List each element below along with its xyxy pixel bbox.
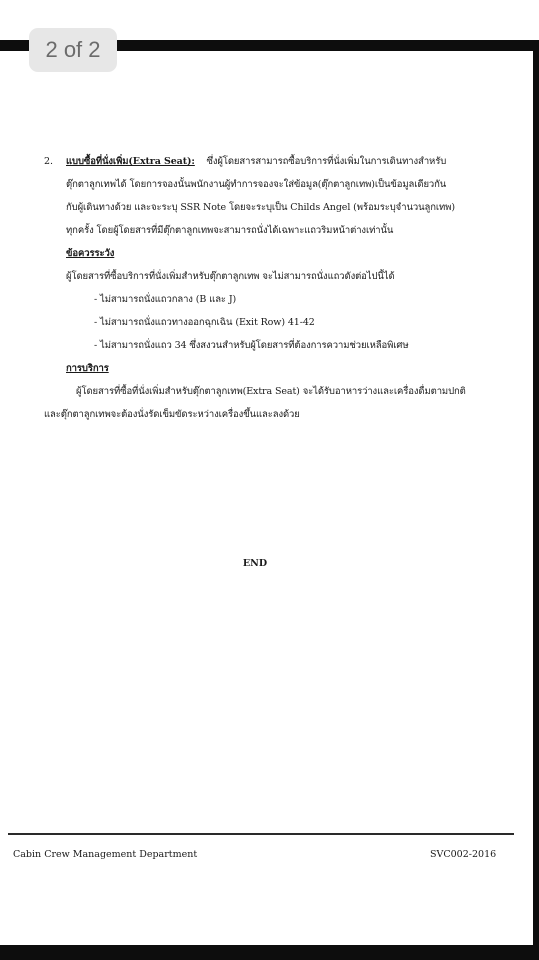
page-indicator-badge: 2 of 2 (29, 28, 117, 72)
footer-divider (8, 833, 514, 835)
paragraph-line: ทุกครั้ง โดยผู้โดยสารที่มีตุ๊กตาลูกเทพจะสามารถนั่งได้เฉพาะแถวริมหน้าต่างเท่านั้น (66, 225, 394, 236)
footer-document-code: SVC002-2016 (430, 849, 497, 860)
service-heading: การบริการ (66, 363, 109, 374)
caution-heading: ข้อควรระวัง (66, 248, 115, 259)
viewer-right-edge (533, 51, 539, 945)
caution-item: - ไม่สามารถนั่งแถว 34 ซึ่งสงวนสำหรับผู้โดยสารที่ต้องการความช่วยเหลือพิเศษ (94, 340, 409, 351)
footer-department: Cabin Crew Management Department (13, 849, 198, 860)
item-heading-line (44, 150, 509, 173)
item-number: 2. (44, 156, 53, 167)
paragraph-line: ตุ๊กตาลูกเทพได้ โดยการจองนั้นพนักงานผู้ทำการจองจะใส่ข้อมูล(ตุ๊กตาลูกเทพ)เป็นข้อมูลเดียวกัน (66, 179, 447, 190)
service-line: และตุ๊กตาลูกเทพจะต้องนั่งรัดเข็มขัดระหว่างเครื่องขึ้นและลงด้วย (44, 409, 300, 420)
viewer-bottom-bar (0, 945, 539, 960)
end-marker: END (242, 558, 268, 569)
caution-intro: ผู้โดยสารที่ซื้อบริการที่นั่งเพิ่มสำหรับตุ๊กตาลูกเทพ จะไม่สามารถนั่งแถวดังต่อไปนี้ได้ (66, 271, 395, 282)
caution-item: - ไม่สามารถนั่งแถวกลาง (B และ J) (94, 294, 237, 305)
paragraph-line: ซึ่งผู้โดยสารสามารถซื้อบริการที่นั่งเพิ่มในการเดินทางสำหรับ (206, 156, 447, 167)
item-heading: แบบซื้อที่นั่งเพิ่ม(Extra Seat): (66, 156, 195, 167)
service-line: ผู้โดยสารที่ซื้อที่นั่งเพิ่มสำหรับตุ๊กตาลูกเทพ(Extra Seat) จะได้รับอาหารว่างและเครื่องดื่มตามปกติ (76, 386, 466, 397)
caution-item: - ไม่สามารถนั่งแถวทางออกฉุกเฉิน (Exit Row) 41-42 (94, 317, 315, 328)
document-body (44, 150, 509, 426)
paragraph-line: กับผู้เดินทางด้วย และจะระบุ SSR Note โดยจะระบุเป็น Childs Angel (พร้อมระบุจำนวนลูกเทพ) (66, 202, 455, 213)
